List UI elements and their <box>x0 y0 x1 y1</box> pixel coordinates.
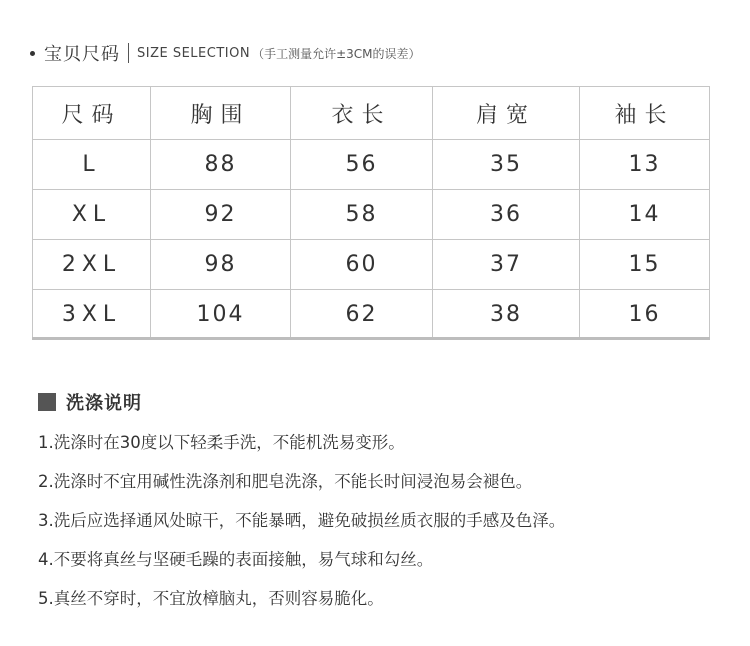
wash-instructions-list <box>38 431 565 626</box>
table-row <box>33 190 710 240</box>
size-cell: 3XL <box>33 290 151 340</box>
list-item: 1.洗涤时在30度以下轻柔手洗，不能机洗易变形。 <box>38 433 405 452</box>
title-divider <box>128 43 129 63</box>
header-chest: 胸围 <box>151 87 291 140</box>
sleeve-cell: 13 <box>580 140 710 190</box>
header-length: 衣长 <box>291 87 433 140</box>
table-row <box>33 240 710 290</box>
chest-cell: 92 <box>151 190 291 240</box>
measurement-note: （手工测量允许±3CM的误差） <box>252 46 421 61</box>
length-cell: 58 <box>291 190 433 240</box>
list-item: 3.洗后应选择通风处晾干，不能暴晒，避免破损丝质衣服的手感及色泽。 <box>38 511 566 530</box>
sleeve-cell: 14 <box>580 190 710 240</box>
length-cell: 62 <box>291 290 433 340</box>
size-cell: 2XL <box>33 240 151 290</box>
wash-section-title: 洗涤说明 <box>66 393 142 414</box>
chest-cell: 88 <box>151 140 291 190</box>
size-section-header <box>30 40 421 66</box>
shoulder-cell: 36 <box>433 190 580 240</box>
header-shoulder: 肩宽 <box>433 87 580 140</box>
table-header-row <box>33 87 710 140</box>
square-bullet-icon <box>38 393 56 411</box>
length-cell: 60 <box>291 240 433 290</box>
sleeve-cell: 15 <box>580 240 710 290</box>
size-section-title: 宝贝尺码 <box>44 44 120 65</box>
chest-cell: 98 <box>151 240 291 290</box>
size-cell: L <box>33 140 151 190</box>
list-item: 4.不要将真丝与坚硬毛躁的表面接触，易气球和勾丝。 <box>38 550 434 569</box>
header-size: 尺码 <box>33 87 151 140</box>
size-section-subtitle: SIZE SELECTION <box>137 45 251 61</box>
table-row <box>33 290 710 340</box>
shoulder-cell: 37 <box>433 240 580 290</box>
table-bottom-bar <box>32 337 710 340</box>
shoulder-cell: 38 <box>433 290 580 340</box>
length-cell: 56 <box>291 140 433 190</box>
sleeve-cell: 16 <box>580 290 710 340</box>
table-row <box>33 140 710 190</box>
shoulder-cell: 35 <box>433 140 580 190</box>
list-item: 5.真丝不穿时，不宜放樟脑丸，否则容易脆化。 <box>38 589 384 608</box>
size-cell: XL <box>33 190 151 240</box>
bullet-dot-icon <box>30 51 35 56</box>
size-table <box>32 86 710 340</box>
header-sleeve: 袖长 <box>580 87 710 140</box>
wash-section-header <box>38 391 142 413</box>
list-item: 2.洗涤时不宜用碱性洗涤剂和肥皂洗涤，不能长时间浸泡易会褪色。 <box>38 472 533 491</box>
chest-cell: 104 <box>151 290 291 340</box>
